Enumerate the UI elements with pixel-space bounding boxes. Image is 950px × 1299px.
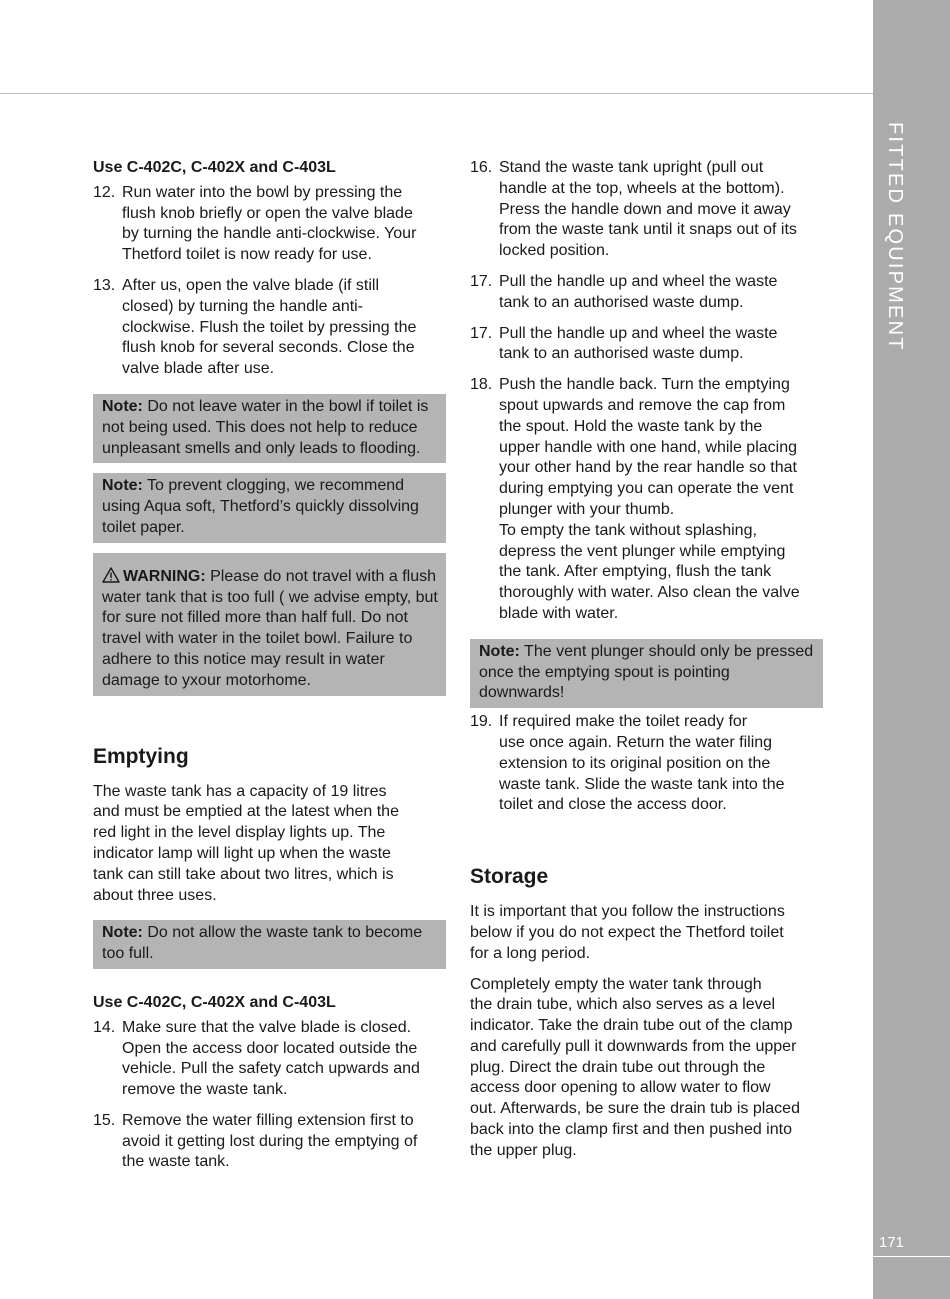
warning-label: WARNING: xyxy=(123,567,206,585)
item-number: 14. xyxy=(93,1018,116,1036)
list-item xyxy=(93,183,446,266)
note-label: Note: xyxy=(102,924,143,942)
list-item xyxy=(93,1018,446,1101)
item-number: 15. xyxy=(93,1111,116,1129)
list-item xyxy=(470,324,823,366)
emptying-heading: Emptying xyxy=(93,744,189,768)
item-text: Make sure that the valve blade is closed. Open the access door located outside the vehicle. Pull the safety catch upwards and remove the waste tank. xyxy=(122,1018,420,1099)
item-number: 18. xyxy=(470,376,493,394)
warning-triangle-icon xyxy=(102,567,120,583)
right-column xyxy=(470,158,823,1172)
note-label: Note: xyxy=(479,642,520,660)
item-number: 17. xyxy=(470,324,493,342)
item-number: 16. xyxy=(470,159,493,176)
item-text: Run water into the bowl by pressing the flush knob briefly or open the valve blade by turning the handle anti-clockwise. Your Thetford toilet is now ready for use. xyxy=(122,183,417,264)
item-text: Stand the waste tank upright (pull out handle at the top, wheels at the bottom). Press the handle down and move it away from the waste tank until it snaps out of its locked position. xyxy=(499,159,797,260)
section-title: FITTED EQUIPMENT xyxy=(884,122,906,352)
note-text: Do not allow the waste tank to become too full. xyxy=(102,924,423,963)
note-box xyxy=(470,639,823,708)
item-number: 12. xyxy=(93,183,116,201)
storage-heading: Storage xyxy=(470,865,549,889)
page-number-rule xyxy=(873,1256,950,1257)
storage-paragraph: Completely empty the water tank through the drain tube, which also serves as a level indicator. Take the drain tube out of the clamp and carefully pull it downwards from the upper plug. Direct the drain tube out through the access door opening to allow water to flow out. Afterwards, be sure the drain tub is placed back into the clamp first and then pushed into the upper plug. xyxy=(470,975,800,1159)
page-number: 171 xyxy=(879,1234,905,1251)
note-box xyxy=(93,394,446,463)
note-text: The vent plunger should only be pressed once the emptying spout is pointing downwards! xyxy=(479,642,814,702)
item-text: Pull the handle up and wheel the waste tank to an authorised waste dump. xyxy=(499,324,778,363)
list-item xyxy=(470,712,823,816)
note-label: Note: xyxy=(102,397,143,415)
item-text: Push the handle back. Turn the emptying spout upwards and remove the cap from the spout. Hold the waste tank by the upper handle with one hand, while placing your other hand by the rear handle so that during emptying you can operate the vent plunger with your thumb. To empty the tank without splashing, depress the vent plunger while emptying the tank. After emptying, flush the tank thoroughly with water. Also clean the valve blade with water. xyxy=(499,376,800,622)
item-text: Remove the water filling extension first to avoid it getting lost during the emptying of the waste tank. xyxy=(122,1111,418,1171)
warning-box xyxy=(93,553,446,696)
item-number: 19. xyxy=(470,713,493,731)
header-rule xyxy=(0,93,873,94)
list-item xyxy=(93,1111,446,1173)
list-item xyxy=(470,272,823,314)
list-item xyxy=(93,276,446,380)
note-label: Note: xyxy=(102,477,143,495)
note-box xyxy=(93,473,446,542)
note-box xyxy=(93,920,446,969)
subheading: Use C-402C, C-402X and C-403L xyxy=(93,993,336,1011)
emptying-paragraph: The waste tank has a capacity of 19 litres and must be emptied at the latest when the red light in the level display lights up. The indicator lamp will light up when the waste tank can still take about two litres, which is about three uses. xyxy=(93,782,399,904)
warning-text: Please do not travel with a flush water tank that is too full ( we advise empty, but for sure not filled more than half full. Do not travel with water in the toilet bowl. Failure to adhere to this notice may result in water damage to yxour motorhome. xyxy=(102,567,438,689)
left-column xyxy=(93,158,446,1183)
item-text: After us, open the valve blade (if still closed) by turning the handle anti- clockwise. Flush the toilet by pressing the flush knob for several seconds. Close the valve blade after use. xyxy=(122,276,417,378)
item-number: 13. xyxy=(93,276,116,294)
subheading: Use C-402C, C-402X and C-403L xyxy=(93,159,336,176)
note-text: Do not leave water in the bowl if toilet is not being used. This does not help to reduce unpleasant smells and only leads to flooding. xyxy=(102,397,429,457)
item-text: If required make the toilet ready for use once again. Return the water filing extension to its original position on the waste tank. Slide the waste tank into the toilet and close the access door. xyxy=(499,713,785,814)
note-text: To prevent clogging, we recommend using Aqua soft, Thetford’s quickly dissolving toilet paper. xyxy=(102,477,419,536)
list-item xyxy=(470,375,823,625)
item-number: 17. xyxy=(470,272,493,290)
item-text: Pull the handle up and wheel the waste tank to an authorised waste dump. xyxy=(499,272,778,311)
list-item xyxy=(470,158,823,262)
storage-paragraph: It is important that you follow the instructions below if you do not expect the Thetford toilet for a long period. xyxy=(470,903,785,962)
